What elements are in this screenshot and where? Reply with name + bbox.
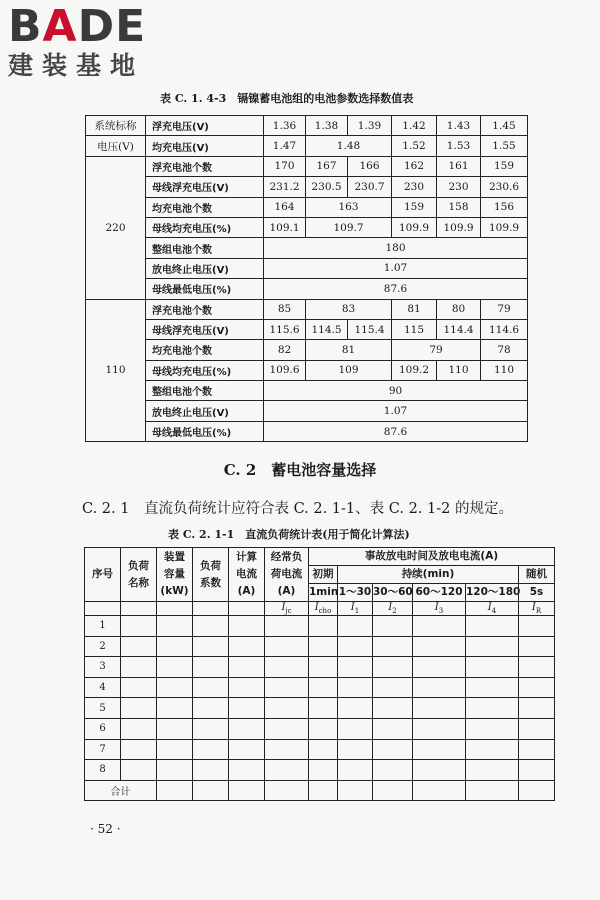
header-seq: 序号 <box>85 548 121 602</box>
row-number: 4 <box>85 677 121 698</box>
cell <box>466 780 519 801</box>
cell <box>519 677 555 698</box>
cell <box>519 718 555 739</box>
cell: 1.39 <box>348 116 392 136</box>
cell <box>265 760 309 781</box>
table-row <box>85 739 555 760</box>
cell: 230.7 <box>348 177 392 197</box>
table-row <box>86 136 528 156</box>
table-row <box>86 319 528 339</box>
symbol-cell: $I_{cho}$ <box>309 602 338 616</box>
table-row <box>86 421 528 441</box>
row-number: 3 <box>85 657 121 678</box>
table-header-row <box>85 548 555 566</box>
logo-brand: BADE <box>8 1 147 52</box>
header-regular-current: 经常负 荷电流 (A) <box>265 548 309 602</box>
table-row <box>85 760 555 781</box>
cell <box>265 739 309 760</box>
cell <box>338 616 373 637</box>
logo <box>8 1 178 80</box>
row-label: 均充电池个数 <box>146 340 264 360</box>
cell <box>229 760 265 781</box>
cell: 87.6 <box>264 421 528 441</box>
header-load-coef: 负荷 系数 <box>193 548 229 602</box>
table-row <box>85 698 555 719</box>
cell <box>157 677 193 698</box>
cell: 159 <box>392 197 437 217</box>
row-label: 母线最低电压(%) <box>146 421 264 441</box>
cell <box>338 760 373 781</box>
cell <box>519 760 555 781</box>
cell <box>309 780 338 801</box>
cell <box>229 780 265 801</box>
row-label: 母线均充电压(%) <box>146 217 264 237</box>
battery-parameter-table <box>85 115 528 442</box>
cell: 110 <box>481 360 528 380</box>
cell: 79 <box>481 299 528 319</box>
symbol-cell: $I_4$ <box>466 602 519 616</box>
cell: 162 <box>392 156 437 176</box>
cell <box>309 698 338 719</box>
cell <box>265 698 309 719</box>
cell <box>121 616 157 637</box>
cell: 1.42 <box>392 116 437 136</box>
cell <box>193 677 229 698</box>
cell <box>373 760 413 781</box>
cell: 230.6 <box>481 177 528 197</box>
row-label: 放电终止电压(V) <box>146 258 264 278</box>
cell <box>265 718 309 739</box>
symbol-cell: $I_2$ <box>373 602 413 616</box>
cell <box>413 616 466 637</box>
row-label: 浮充电压(V) <box>146 116 264 136</box>
cell <box>85 602 121 616</box>
cell: 82 <box>264 340 306 360</box>
cell: 114.6 <box>481 319 528 339</box>
symbol-cell: $I_R$ <box>519 602 555 616</box>
paragraph: C. 2. 1 直流负荷统计应符合表 C. 2. 1-1、表 C. 2. 1-2 的规定。 <box>82 501 513 517</box>
cell <box>519 616 555 637</box>
cell: 161 <box>437 156 481 176</box>
cell: 159 <box>481 156 528 176</box>
cell <box>121 677 157 698</box>
header-initial: 初期 <box>309 566 338 584</box>
cell: 230 <box>392 177 437 197</box>
cell <box>373 616 413 637</box>
header-time: 1min <box>309 584 338 602</box>
cell <box>466 760 519 781</box>
cell: 230.5 <box>306 177 348 197</box>
cell: 87.6 <box>264 279 528 299</box>
cell: 1.55 <box>481 136 528 156</box>
row-number: 8 <box>85 760 121 781</box>
row-label: 整组电池个数 <box>146 238 264 258</box>
cell: 1.36 <box>264 116 306 136</box>
cell <box>309 636 338 657</box>
cell: 114.4 <box>437 319 481 339</box>
cell <box>193 780 229 801</box>
cell <box>413 657 466 678</box>
cell <box>338 698 373 719</box>
cell <box>265 636 309 657</box>
cell <box>519 739 555 760</box>
row-label: 母线最低电压(%) <box>146 279 264 299</box>
cell: 156 <box>481 197 528 217</box>
cell: 1.38 <box>306 116 348 136</box>
cell <box>157 739 193 760</box>
cell <box>265 677 309 698</box>
row-label: 均充电池个数 <box>146 197 264 217</box>
cell: 1.07 <box>264 401 528 421</box>
cell <box>193 718 229 739</box>
table-row <box>86 381 528 401</box>
table-row <box>86 197 528 217</box>
cell <box>309 657 338 678</box>
cell <box>157 760 193 781</box>
table-row <box>86 360 528 380</box>
header-time: 120～180 <box>466 584 519 602</box>
table-row <box>86 156 528 176</box>
cell <box>193 602 229 616</box>
cell <box>373 657 413 678</box>
row-label: 母线浮充电压(V) <box>146 177 264 197</box>
row-number: 1 <box>85 616 121 637</box>
cell <box>466 739 519 760</box>
cell: 1.53 <box>437 136 481 156</box>
cell <box>121 718 157 739</box>
cell <box>413 760 466 781</box>
cell <box>413 636 466 657</box>
cell: 158 <box>437 197 481 217</box>
cell: 81 <box>392 299 437 319</box>
cell: 164 <box>264 197 306 217</box>
cell: 115.4 <box>348 319 392 339</box>
system-voltage-label: 电压(V) <box>86 136 146 156</box>
table-row <box>85 657 555 678</box>
row-number: 6 <box>85 718 121 739</box>
header-event: 事故放电时间及放电电流(A) <box>309 548 555 566</box>
cell: 109 <box>306 360 392 380</box>
cell: 230 <box>437 177 481 197</box>
cell <box>229 718 265 739</box>
cell: 115.6 <box>264 319 306 339</box>
total-label: 合计 <box>85 780 157 801</box>
cell <box>265 616 309 637</box>
header-capacity: 装置 容量 (kW) <box>157 548 193 602</box>
cell <box>229 739 265 760</box>
cell <box>157 616 193 637</box>
cell <box>519 636 555 657</box>
table-row <box>86 401 528 421</box>
cell: 81 <box>306 340 392 360</box>
cell <box>338 677 373 698</box>
cell <box>121 760 157 781</box>
cell <box>338 636 373 657</box>
cell <box>373 677 413 698</box>
header-sustain: 持续(min) <box>338 566 519 584</box>
cell <box>157 718 193 739</box>
cell <box>338 657 373 678</box>
table-row <box>85 677 555 698</box>
row-label: 浮充电池个数 <box>146 299 264 319</box>
cell <box>466 636 519 657</box>
cell: 109.2 <box>392 360 437 380</box>
cell <box>373 780 413 801</box>
cell <box>121 636 157 657</box>
cell <box>157 636 193 657</box>
cell <box>413 698 466 719</box>
cell: 109.9 <box>481 217 528 237</box>
table1-caption: 表 C. 1. 4-3 镉镍蓄电池组的电池参数选择数值表 <box>160 92 414 105</box>
cell: 80 <box>437 299 481 319</box>
total-row <box>85 780 555 801</box>
header-load-name: 负荷 名称 <box>121 548 157 602</box>
cell: 167 <box>306 156 348 176</box>
cell <box>466 677 519 698</box>
symbol-regular: $I_{jc}$ <box>265 602 309 616</box>
cell <box>157 780 193 801</box>
row-label: 浮充电池个数 <box>146 156 264 176</box>
header-time: 1～30 <box>338 584 373 602</box>
cell <box>466 616 519 637</box>
symbol-cell: $I_1$ <box>338 602 373 616</box>
cell: 1.47 <box>264 136 306 156</box>
cell: 1.07 <box>264 258 528 278</box>
cell: 83 <box>306 299 392 319</box>
cell: 109.1 <box>264 217 306 237</box>
table-row <box>85 718 555 739</box>
cell <box>193 657 229 678</box>
header-time: 60～120 <box>413 584 466 602</box>
cell <box>193 636 229 657</box>
cell: 79 <box>392 340 481 360</box>
cell: 1.45 <box>481 116 528 136</box>
cell <box>373 718 413 739</box>
cell <box>193 616 229 637</box>
cell <box>229 616 265 637</box>
cell <box>229 602 265 616</box>
cell <box>413 739 466 760</box>
cell <box>309 616 338 637</box>
cell <box>519 657 555 678</box>
row-number: 2 <box>85 636 121 657</box>
cell: 115 <box>392 319 437 339</box>
row-number: 7 <box>85 739 121 760</box>
cell <box>309 760 338 781</box>
table-row <box>86 279 528 299</box>
row-label: 母线浮充电压(V) <box>146 319 264 339</box>
cell <box>229 636 265 657</box>
cell <box>466 718 519 739</box>
cell <box>193 760 229 781</box>
cell <box>309 677 338 698</box>
cell <box>121 739 157 760</box>
cell <box>338 739 373 760</box>
cell <box>373 698 413 719</box>
cell: 1.43 <box>437 116 481 136</box>
cell: 1.48 <box>306 136 392 156</box>
section-title: C. 2 蓄电池容量选择 <box>223 461 377 479</box>
cell <box>157 698 193 719</box>
cell: 110 <box>437 360 481 380</box>
table-row <box>86 340 528 360</box>
cell <box>229 698 265 719</box>
page-number: · 52 · <box>90 822 121 836</box>
cell: 114.5 <box>306 319 348 339</box>
row-label: 整组电池个数 <box>146 381 264 401</box>
cell <box>265 780 309 801</box>
row-label: 母线均充电压(%) <box>146 360 264 380</box>
cell <box>193 739 229 760</box>
cell <box>338 780 373 801</box>
cell: 109.7 <box>306 217 392 237</box>
cell <box>413 677 466 698</box>
dc-load-table <box>84 547 555 801</box>
cell <box>373 636 413 657</box>
cell <box>229 657 265 678</box>
table-row <box>86 258 528 278</box>
table-row <box>86 299 528 319</box>
group-label-220: 220 <box>86 156 146 299</box>
cell <box>413 780 466 801</box>
table-row <box>85 636 555 657</box>
cell <box>338 718 373 739</box>
cell <box>121 698 157 719</box>
table-row <box>86 238 528 258</box>
cell <box>121 657 157 678</box>
header-calc-current: 计算 电流 (A) <box>229 548 265 602</box>
row-label: 放电终止电压(V) <box>146 401 264 421</box>
cell <box>466 698 519 719</box>
cell <box>309 718 338 739</box>
table-row <box>86 217 528 237</box>
header-time: 30～60 <box>373 584 413 602</box>
cell <box>466 657 519 678</box>
cell: 85 <box>264 299 306 319</box>
row-label: 均充电压(V) <box>146 136 264 156</box>
cell: 180 <box>264 238 528 258</box>
cell: 109.9 <box>437 217 481 237</box>
cell <box>157 657 193 678</box>
header-time: 5s <box>519 584 555 602</box>
table-row <box>85 616 555 637</box>
symbol-cell: $I_3$ <box>413 602 466 616</box>
cell: 78 <box>481 340 528 360</box>
cell <box>193 698 229 719</box>
row-number: 5 <box>85 698 121 719</box>
cell <box>265 657 309 678</box>
cell: 231.2 <box>264 177 306 197</box>
cell: 109.9 <box>392 217 437 237</box>
logo-subtitle: 建装基地 <box>8 51 145 80</box>
table2-caption: 表 C. 2. 1-1 直流负荷统计表(用于简化计算法) <box>168 528 410 541</box>
cell <box>413 718 466 739</box>
cell: 109.6 <box>264 360 306 380</box>
table-row <box>86 177 528 197</box>
cell <box>373 739 413 760</box>
cell <box>157 602 193 616</box>
table-header-row <box>85 602 555 616</box>
group-label-110: 110 <box>86 299 146 442</box>
cell: 166 <box>348 156 392 176</box>
cell <box>309 739 338 760</box>
table-row <box>86 116 528 136</box>
cell <box>519 780 555 801</box>
cell <box>229 677 265 698</box>
header-random: 随机 <box>519 566 555 584</box>
cell <box>121 602 157 616</box>
cell <box>519 698 555 719</box>
cell: 1.52 <box>392 136 437 156</box>
cell: 163 <box>306 197 392 217</box>
cell: 170 <box>264 156 306 176</box>
system-voltage-label: 系统标称 <box>86 116 146 136</box>
cell: 90 <box>264 381 528 401</box>
